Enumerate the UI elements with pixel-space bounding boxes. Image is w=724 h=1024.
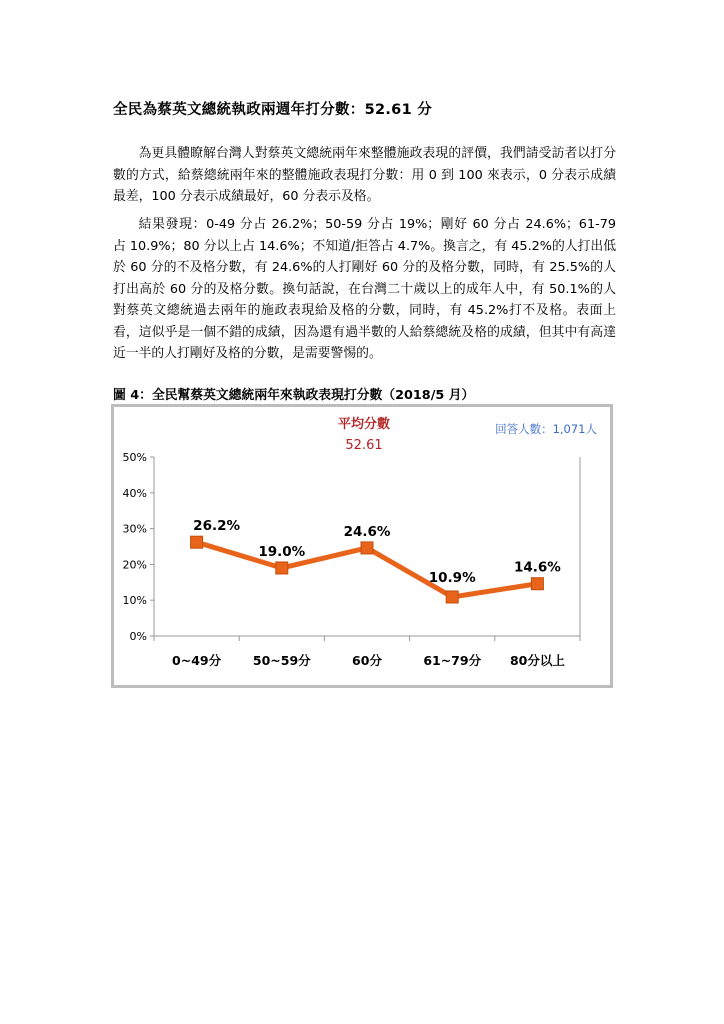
y-tick-label: 30% bbox=[122, 522, 147, 536]
y-tick-label: 20% bbox=[122, 558, 147, 572]
x-tick-label: 80分以上 bbox=[509, 653, 565, 668]
average-score-label: 平均分數 bbox=[337, 417, 391, 432]
data-point-marker bbox=[361, 542, 373, 554]
data-point-marker bbox=[446, 591, 458, 603]
chart-axes bbox=[123, 451, 580, 668]
data-label: 19.0% bbox=[258, 543, 306, 560]
data-label: 10.9% bbox=[428, 569, 476, 586]
y-tick-label: 40% bbox=[122, 486, 147, 500]
chart-frame bbox=[111, 404, 613, 688]
y-tick-label: 10% bbox=[122, 594, 147, 608]
y-tick-label: 0% bbox=[129, 630, 147, 643]
x-tick-label: 60分 bbox=[352, 653, 382, 668]
data-label: 26.2% bbox=[193, 518, 241, 535]
paragraph-intro: 為更具體瞭解台灣人對蔡英文總統兩年來整體施政表現的評價，我們請受訪者以打分數的方式，給蔡總統兩年來的整體施政表現打分數：用 0 到 100 來表示，0 分表示成績最差，100 分表示成績最好，60 分表示及格。 bbox=[113, 146, 616, 204]
y-tick-label: 50% bbox=[122, 451, 147, 464]
data-point-marker bbox=[276, 562, 288, 574]
average-score-value: 52.61 bbox=[345, 438, 383, 453]
paragraph-results: 結果發現：0-49 分占 26.2%；50-59 分占 19%；剛好 60 分占 24.6%；61-79 占 10.9%；80 分以上占 14.6%；不知道/拒答占 4.7%。換言之，有 45.2%的人打出低於 60 分的不及格分數，有 24.6%的人打剛好 60 分的及格分數，同時，有 25.5%的人打出高於 60 分的及格分數。換句話說，在台灣二十歲以上的成年人中，有 50.1%的人對蔡英文總統過去兩年的施政表現給及格的分數，同時，有 45.2%打不及格。表面上看，這似乎是一個不錯的成績，因為還有過半數的人給蔡總統及格的成績，但其中有高達近一半的人打剛好及格的分數，是需要警惕的。 bbox=[113, 217, 616, 361]
document-title: 全民為蔡英文總統執政兩週年打分數：52.61 分 bbox=[113, 102, 433, 118]
chart-plot bbox=[191, 518, 562, 603]
figure-caption: 圖 4：全民幫蔡英文總統兩年來執政表現打分數（2018/5 月） bbox=[113, 388, 475, 403]
line-chart bbox=[114, 407, 610, 685]
data-label: 14.6% bbox=[513, 559, 561, 576]
x-tick-label: 61~79分 bbox=[423, 653, 482, 668]
respondents-count: 回答人數：1,071人 bbox=[495, 422, 597, 436]
data-label: 24.6% bbox=[343, 523, 391, 540]
data-point-marker bbox=[191, 536, 203, 548]
x-tick-label: 0~49分 bbox=[172, 653, 222, 668]
data-point-marker bbox=[531, 578, 543, 590]
x-tick-label: 50~59分 bbox=[252, 653, 311, 668]
